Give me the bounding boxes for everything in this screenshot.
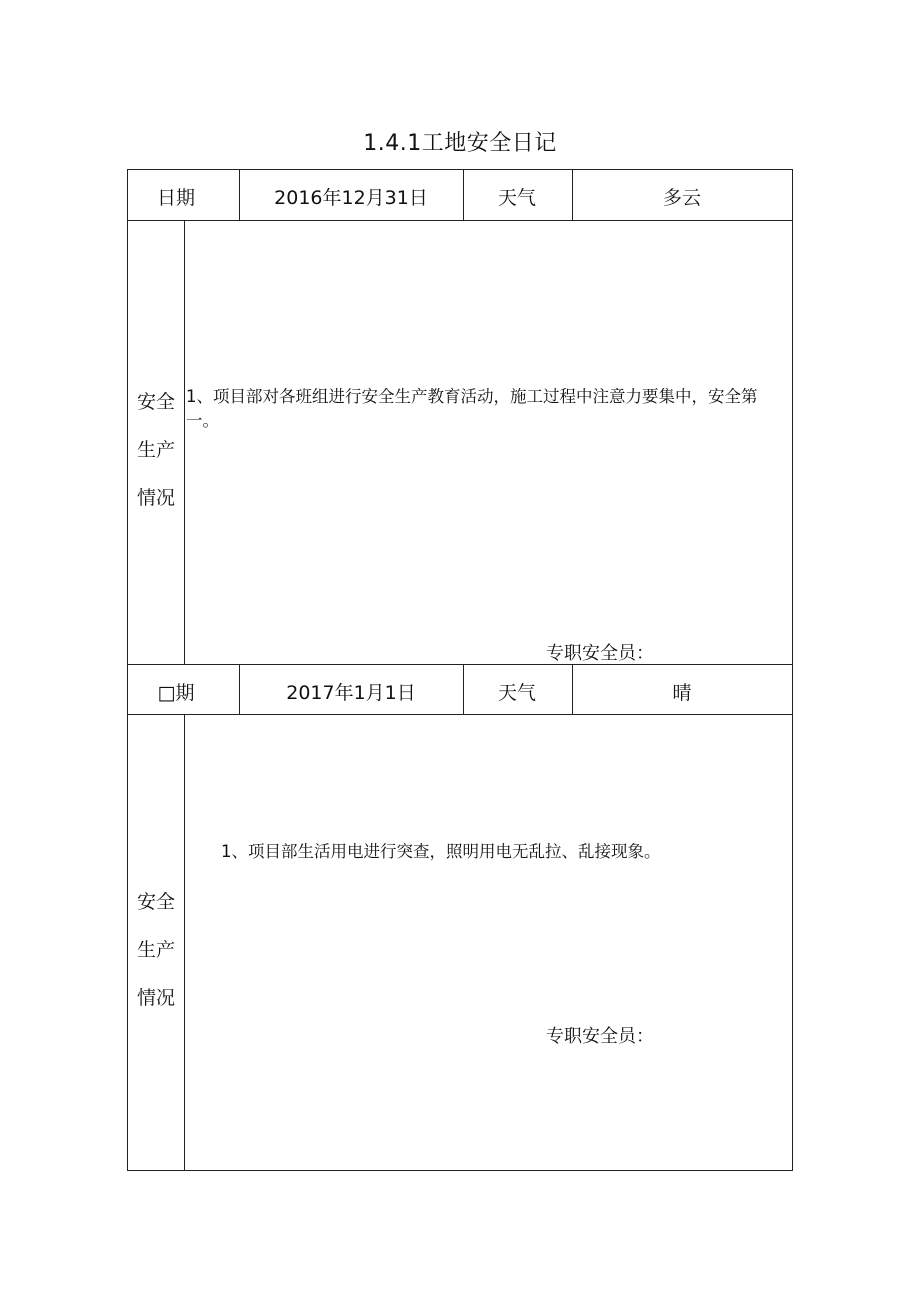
weather-value-1: 多云 <box>662 187 702 209</box>
date-value-2: 2017年1月1日 <box>286 682 416 704</box>
section-label-line: 生产 <box>136 439 175 461</box>
section-label-line: 情况 <box>136 987 175 1009</box>
date-label-1: 日期 <box>156 187 196 209</box>
date-value-1: 2016年12月31日 <box>274 187 428 209</box>
section-label-line: 安全 <box>136 891 175 913</box>
safety-content-1: 1、项目部对各班组进行安全生产教育活动，施工过程中注意力要集中，安全第一。 <box>186 387 758 430</box>
section-label-line: 生产 <box>136 939 175 961</box>
weather-label-1: 天气 <box>497 187 537 209</box>
date-label-2: □期 <box>157 682 195 704</box>
safety-content-2: 1、项目部生活用电进行突查，照明用电无乱拉、乱接现象。 <box>221 842 661 861</box>
section-label-line: 情况 <box>136 487 175 509</box>
safety-officer-label-1: 专职安全员： <box>546 643 654 664</box>
weather-value-2: 晴 <box>672 682 692 704</box>
section-label-1 <box>128 378 184 522</box>
section-label-2 <box>128 878 184 1022</box>
safety-officer-label-2: 专职安全员： <box>546 1026 654 1047</box>
page-title: 1.4.1工地安全日记 <box>363 131 557 156</box>
weather-label-2: 天气 <box>497 682 537 704</box>
section-label-line: 安全 <box>136 391 175 413</box>
